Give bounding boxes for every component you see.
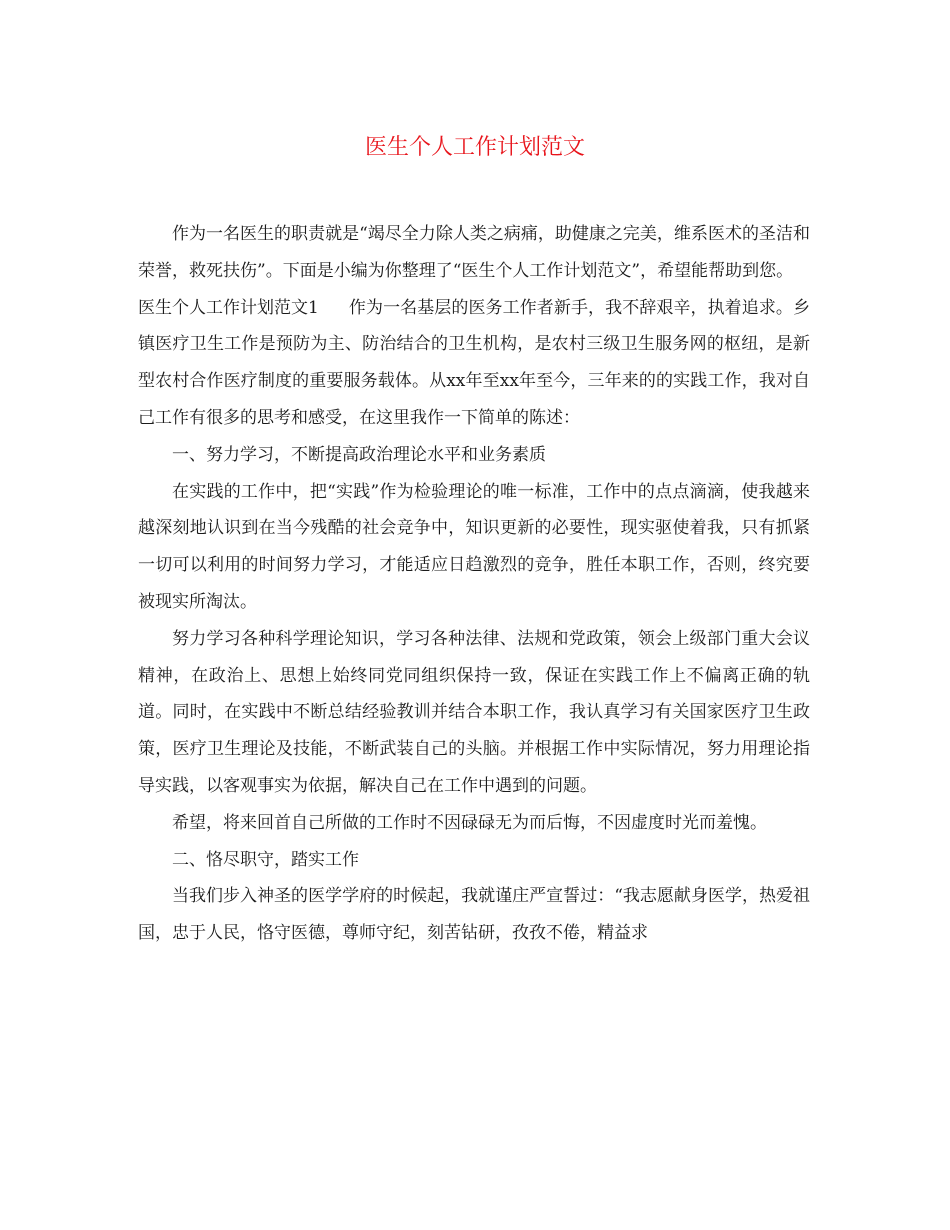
page-title: 医生个人工作计划范文 — [364, 135, 585, 160]
heading-study: 一、努力学习，不断提高政治理论水平和业务素质 — [172, 444, 546, 465]
section1-text: 作为一名基层的医务工作者新手，我不辞艰辛，执着追求。乡镇医疗卫生工作是预防为主、防治结合的卫生机构，是农村三级卫生服务网的枢纽，是新型农村合作医疗制度的重要服务载体。从xx年至xx年至今，三年来的的实践工作，我对自己工作有很多的思考和感受，在这里我作一下简单的陈述： — [138, 297, 810, 428]
paragraph-theory: 努力学习各种科学理论知识，学习各种法律、法规和党政策，领会上级部门重大会议精神，在政治上、思想上始终同党同组织保持一致，保证在实践工作上不偏离正确的轨道。同时，在实践中不断总结经验教训并结合本职工作，我认真学习有关国家医疗卫生政策，医疗卫生理论及技能，不断武装自己的头脑。并根据工作中实际情况，努力用理论指导实践，以客观事实为依据，解决自己在工作中遇到的问题。 — [138, 628, 810, 796]
paragraph-practice: 在实践的工作中，把“实践”作为检验理论的唯一标准，工作中的点点滴滴，使我越来越深刻地认识到在当今残酷的社会竞争中，知识更新的必要性，现实驱使着我，只有抓紧一切可以利用的时间努力学习，才能适应日趋激烈的竞争，胜任本职工作，否则，终究要被现实所淘汰。 — [138, 481, 810, 612]
section1-paragraph — [138, 290, 810, 437]
document-body — [138, 216, 810, 952]
paragraph-hope: 希望，将来回首自己所做的工作时不因碌碌无为而后悔，不因虚度时光而羞愧。 — [172, 812, 767, 833]
paragraph-oath: 当我们步入神圣的医学学府的时候起，我就谨庄严宣誓过：“我志愿献身医学，热爱祖国，忠于人民，恪守医德，尊师守纪，刻苦钻研，孜孜不倦，精益求 — [138, 886, 810, 944]
section1-label: 医生个人工作计划范文1 — [138, 297, 319, 318]
intro-paragraph: 作为一名医生的职责就是“竭尽全力除人类之病痛，助健康之完美，维系医术的圣洁和荣誉，救死扶伤”。下面是小编为你整理了“医生个人工作计划范文”，希望能帮助到您。 — [138, 224, 810, 281]
heading-duty: 二、恪尽职守，踏实工作 — [172, 849, 359, 870]
